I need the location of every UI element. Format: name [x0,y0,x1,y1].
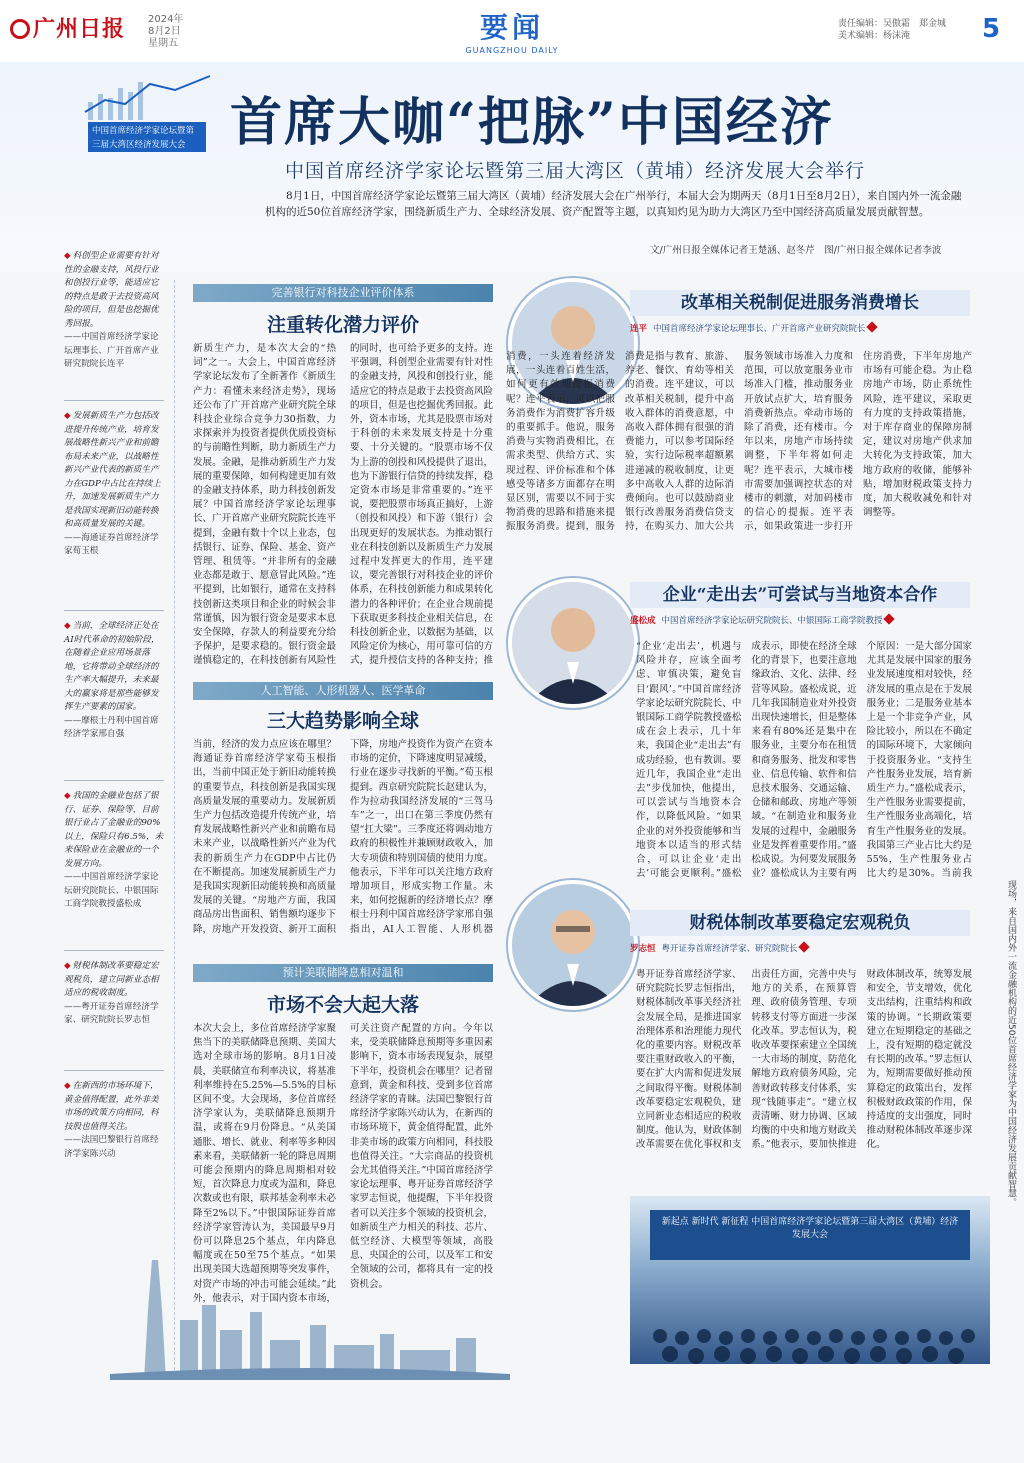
portrait-sheng-songcheng [508,578,638,708]
designer-line: 美术编辑：杨沫淹 [838,31,911,41]
quote-item: ◆ 财税体制改革要稳定宏观税负，建立同新业态相适应的税收制度。 ——粤开证券首席经济学家、研究院院长罗志恒 [64,960,166,1028]
person-icon [512,884,634,1006]
author-title: 中国首席经济学家论坛研究院院长、中银国际工商学院教授 [661,616,883,626]
quote-item: ◆ 当前，全球经济正处在AI时代革命的初始阶段，在随着企业应用场景落地，它将带动全球经济的生产率大幅提升，未来最大的赢家将是那些能够发挥生产要素的国家。 ——摩根士丹利中国首席经济学家邢自强 [64,620,166,742]
photo-caption: 现场，来自国内外一流金融机构的近50位首席经济学家为中国经济发展贡献智慧。 [1006,880,1016,1207]
quote-attribution: ——中国首席经济学家论坛研究院院长、中银国际工商学院教授盛松成 [64,872,159,909]
quote-attribution: ——粤开证券首席经济学家、研究院院长罗志恒 [64,1001,159,1025]
article2-banner: 人工智能、人形机器人、医学革命 [193,682,493,700]
author-name: 盛松成 [630,616,656,626]
author-title: 粤开证券首席经济学家、研究院院长 [661,944,798,954]
logo-text: 广州日报 [33,16,126,42]
date-year: 2024年 [148,14,184,25]
editors-credit [838,18,946,42]
city-skyline-illustration [110,1250,510,1380]
article4-title: 改革相关税制促进服务消费增长 [630,290,970,316]
quote-text: 发展新质生产力包括改进提升传统产业，培育发展战略性新兴产业和前瞻布局未来产业，以战略性新兴产业代表的新质生产力在GDP中占比在持续上升，加速发展新质生产力是我国实现新旧动能转换和高质量发展的关键。 [64,411,161,529]
section-subtitle: GUANGZHOU DAILY [465,46,559,55]
article5-title: 企业“走出去”可尝试与当地资本合作 [630,582,970,608]
quote-text: 我国的金融业包括了银行、证券、保险等，目前银行业占了金融业的90%以上，保险只有6.5%，未来保险业在金融业的一个发展方向。 [64,791,164,869]
sidebar-quotes [64,250,166,1370]
article1-banner: 完善银行对科技企业评价体系 [193,284,493,302]
quote-attribution: ——摩根士丹利中国首席经济学家邢自强 [64,715,159,739]
page-subheadline: 中国首席经济学家论坛暨第三届大湾区（黄埔）经济发展大会举行 [285,160,866,182]
lead-paragraph: 8月1日，中国首席经济学家论坛暨第三届大湾区（黄埔）经济发展大会在广州举行，本届大会为期两天（8月1日至8月2日），来自国内外一流金融机构的近50位首席经济学家，围绕新质生产力、全球经济发展、资产配置等主题，以真知灼见为助力大湾区乃至中国经济高质量发展贡献智慧。 [265,190,962,218]
issue-date [148,14,183,50]
quote-text: 科创型企业需要有针对性的金融支持，风投行业和创投行业等，能适应它的特点是敢于去投资高风险的项目，但是也挖掘优秀回报。 [64,251,159,329]
article1-title: 注重转化潜力评价 [266,314,419,336]
quote-item: ◆ 科创型企业需要有针对性的金融支持，风投行业和创投行业等，能适应它的特点是敢于去投资高风险的项目，但是也挖掘优秀回报。 ——中国首席经济学家论坛理事长、广开首席产业研究院院长连平 [64,250,166,372]
article3-title: 市场不会大起大落 [266,994,419,1016]
editors-line: 责任编辑：吴傲霜 郑金城 [838,19,947,29]
quote-item: ◆ 我国的金融业包括了银行、证券、保险等，目前银行业占了金融业的90%以上，保险只有6.5%，未来保险业在金融业的一个发展方向。 ——中国首席经济学家论坛研究院院长、中银国际工商学院教授盛松成 [64,790,166,912]
article6-author [630,942,970,956]
section-title: 要闻 [479,11,544,44]
article5-author [630,614,970,628]
page-number: 5 [982,14,1001,44]
quote-item: ◆ 发展新质生产力包括改进提升传统产业，培育发展战略性新兴产业和前瞻布局未来产业，以战略性新兴产业代表的新质生产力在GDP中占比在持续上升，加速发展新质生产力是我国实现新旧动能转换和高质量发展的关键。 ——海通证券首席经济学家荀玉根 [64,410,166,559]
quote-item: ◆ 在新西的市场环境下，黄金值得配置，此外非美市场的政策方向相同，科技股也值得关注。 ——法国巴黎银行首席经济学家陈兴动 [64,1080,166,1161]
quote-text: 当前，全球经济正处在AI时代革命的初始阶段，在随着企业应用场景落地，它将带动全球经济的生产率大幅提升，未来最大的赢家将是那些能够发挥生产要素的国家。 [64,621,160,712]
portrait-luo-zhiheng [508,880,638,1010]
article2-body: 当前，经济的发力点应该在哪里？海通证券首席经济学家荀玉根指出，当前中国正处于新旧动能转换的重要节点，科技创新是我国实现高质量发展的重要动力。发展新质生产力包括改造提升传统产业，培育发展战略性新兴产业和前瞻布局未来产业，以战略性新兴产业为代表的新质生产力在GDP中占比仍在不断提高。加速发展新质生产力是我国实现新旧动能转换和高质量发展的关键。“房地产方面，我国商品房出售面积、销售额均逐步下降，房地产开发投资、新开工面积下降，房地产投资作为资产在资本市场的定价，下降速度明显减缓，行业在逐步寻找新的平衡。”荀玉根提到。西京研究院院长赵建认为，作为拉动我国经济发展的“三驾马车”之一，出口在第三季度仍然有望“扛大梁”。三季度还将调动地方政府的积极性并兼顾财政收入，加大专项债和特别国债的使用力度。他表示，下半年可以关注地方政府增加项目，形成实物工作量。未来，如何挖掘新的经济增长点？摩根士丹利中国首席经济学家邢自强指出，AI人工智能、人形机器 [193,739,493,935]
divider [64,1070,164,1071]
author-name: 罗志恒 [630,944,656,954]
divider [64,780,164,781]
author-name: 连平 [630,324,648,334]
article5-body: “企业‘走出去’，机遇与风险并存，应该全面考虑、审慎决策，避免盲目‘跟风’。”中国首席经济学家论坛研究院院长、中银国际工商学院教授盛松成在会上表示，几十年来，我国企业“走出去”有成功经验，也有教训。要近几年，我国企业“走出去”步伐加快，他提出，可以尝试与当地资本合作，以降低风险。“如果企业的对外投资能够和当地资本以适当的形式结合，可以让企业‘走出去’可能会更顺利。”盛松成表示，即使在经济全球化的背景下，也要注意地缘政治、文化、法律、经营等风险。盛松成说，近几年我国制造业对外投资出现快速增长，但是整体来看有80%还是集中在服务业，主要分布在租赁和商务服务、批发和零售业、信息传输、软件和信息技术服务、交通运输、仓储和邮政、房地产等领域。“在制造业和服务业发展的过程中，金融服务业是发挥着重要作用。”盛松成说。为何要发展服务业？盛松成认为主要有两个原因：一是大部分国家尤其是发展中国家的服务业发展速度相对较快，经济发展的重点是在于发展服务业；二是服务业基本上是一个非竞争产业，风险比较小，所以在不确定的国际环境下，大家倾向于投资服务业。“支持生产性服务业发展，培育新质生产力。”盛松成表示，生产性服务业需要提前，生产性服务业高端化，培育生产性服务业的发展。我国第三产业占比大约是55%，生产性服务业占比大约是30%。当前我 [636,641,972,880]
byline-credit: 文/广州日报全媒体记者王楚涵、赵冬芹 图/广州日报全媒体记者李波 [650,245,942,256]
date-weekday: 星期五 [148,38,178,49]
quote-attribution: ——法国巴黎银行首席经济学家陈兴动 [64,1135,159,1159]
date-day: 8月2日 [148,26,181,37]
quote-attribution: ——中国首席经济学家论坛理事长、广开首席产业研究院院长连平 [64,332,159,369]
diamond-icon [867,321,878,332]
event-tag: 中国首席经济学家论坛暨第三届大湾区经济发展大会 [88,122,206,152]
divider [64,610,164,611]
article4-author [630,322,970,336]
article3-body: 本次大会上，多位首席经济学家聚焦当下的美联储降息预期、美国大选对全球市场的影响。8月1日凌晨，美联储宣布利率决议，将基准利率维持在5.25%—5.5%的目标区间不变。大会现场，多位首席经济学家认为，美联储降息预期升温，或将在9月份降息。“从美国通胀、增长、就业、利率等多种因素来看，美联储新一轮的降息周期可能会预期内的降息周期相对较短，首次降息力度或为温和，降息次数或也有限，联邦基金利率未必降至2%以下。”中银国际证券首席经济学家管涛认为，美国最早9月份可以降息25个基点，年内降息幅度或在50至75个基点。“如果出现美国大选超预期等突发事件，对资产市场的冲击可能会延续。”此外，他表示，对于国内资本市场，可关注资产配置的方向。今年以来，受美联储降息预期等多重因素影响下，资本市场表现复杂，展望下半年，投资机会在哪里？记者留意到，黄金和科技、受到多位首席经济学家的青睐。法国巴黎银行首席经济学家陈兴动认为，在新西的市场环境下，黄金值得配置，此外非美市场的政策方向相同，科技股也值得关注。“大宗商品的投资机会尤其值得关注。”中国首席经济学家论坛理事、粤开证券首席经济学家罗志恒说，他提醒，下半年投资者可以关注多个领域的投资机会，如新质生产力相关的科技、芯片、低空经济、大模型等领域，高股息、央国企的公司，以及军工和安全领域的公司，都将具有一定的投资机会。 [193,1023,493,1304]
column-divider [174,280,175,1380]
logo-ring-icon [10,19,30,39]
diamond-icon [799,941,810,952]
author-title: 中国首席经济学家论坛理事长、广开首席产业研究院院长 [653,324,866,334]
chart-decoration-icon [80,72,220,122]
conference-photo [630,1196,990,1364]
article6-title: 财税体制改革要稳定宏观税负 [630,910,970,936]
article4-body: 消费，一头连着经济发展，一头连着百姓生活，如何更有效地提振消费呢？连平表示，可以把服务消费作为消费扩容升级的重要抓手。他说，服务消费与实物消费相比，在需求类型、供给方式、实现过程、评价标准和个体感受等诸多方面都存在明显区别，需要以不同于实物消费的思路和措施来提振服务消费。提到，服务消费是指与教育、旅游、养老、餐饮、育幼等相关的消费。连平建议，可以改革相关税制，提升中高收入群体的消费意愿，中高收入群体拥有很强的消费能力，可以参考国际经验，实行边际税率超额累进递减的税收制度，让更多中高收入人群的边际消费倾向。也可以鼓励商业银行改善服务消费信贷支持，在购买力、加大公共服务领域市场准入力度和范围，可以放宽服务业市场准入门槛，推动服务业开放试点扩大，培育服务消费新热点。牵动市场的除了消费，还有楼市。今年以来，房地产市场持续调整，下半年将如何走呢？连平表示，大城市楼市需要加强调控状态的对楼市的刺激，对加码楼市的信心的提振。连平表示，如果政策进一步打开住房消费，下半年房地产市场有可能企稳。为止稳房地产市场，防止系统性风险，连平建议，采取更有力度的支持政策措施，对于库存商业的保障房制定，建议对房地产供求加大转化为支持政策，加大地方政府的收储，能够补贴，增加财税政策支持力度，加大税收减免和针对调整等。 [506,351,972,533]
masthead [0,0,1024,63]
article6-body: 粤开证券首席经济学家、研究院院长罗志恒指出，财税体制改革事关经济社会发展全局，是推进国家治理体系和治理能力现代化的重要内容。财税改革要注重财政收入的平衡，要在扩大内需和促进发展之间取得平衡。财税体制改革要稳定宏观税负，建立同新业态相适应的税收制度。他认为，财政体制改革需要在优化事权和支出责任方面，完善中央与地方的关系，在预算管理、政府债务管理、专项转移支付等方面进一步深化改革。罗志恒认为，税收改革要探索建立全国统一大市场的制度，防范化解地方政府债务风险，完善财政转移支付体系，实现“钱随事走”。“建立权责清晰、财力协调、区域均衡的中央和地方财政关系。”他表示，要加快推进财政体制改革，统筹发展和安全，节支增效，优化支出结构，注重结构和政策的协调。“长期政策要建立在短期稳定的基础之上，没有短期的稳定就没有长期的改革。”罗志恒认为，短期需要做好推动预算稳定的政策出台，发挥积极财政政策的作用，保持适度的支出强度，同时推动财税体制改革逐步深化。 [636,969,972,1151]
divider [64,950,164,951]
article3-banner: 预计美联储降息相对温和 [193,964,493,982]
article1-body: 新质生产力，是本次大会的“热词”之一。大会上，中国首席经济学家论坛发布了全新著作《新质生产力：看懂未来经济走势》，现场还公布了广开首席产业研究院全球科技企业综合竞争力30指数，力求探索并为投资者提供优质投资标的与前瞻性判断，助力新质生产力发展。金融，是推动新质生产力发展的重要保障，如何构建更加有效的金融支持体系，助力科技创新发展？中国首席经济学家论坛理事长、广开首席产业研究院院长连平提到，金融有数十个以上业态，包括银行、证券、保险、基金、资产管理、租赁等。“并非所有的金融业态都是敢于、愿意冒此风险。”连平提到，比如银行，通常在支持科技创新这类项目和企业的时候会非常谨慎，因为银行资金是要求本息安全保障，存款人的利益要充分给予保护，是要求稳的。银行资金最谨慎稳定的，在科技创新有风险性的同时，也可给予更多的支持。连平强调，科创型企业需要有针对性的金融支持，风投和创投行业，能适应它的特点是敢于去投资高风险的项目，但是也挖掘优秀回报。此外，资本市场，尤其是股票市场对于科创的未来发展支持是十分重要、十分关键的。“股票市场不仅为上游的创投和风投提供了退出，也为下游银行信贷的持续发挥，稳定资本市场是非常重要的。”连平说，要把股票市场真正搞好，上游（创投和风投）和下游（银行）会出现更好的发展状态。为推动银行业在科技创新以及新质生产力发展过程中发挥更大的作用，连平建议，要完善银行对科技企业的评价体系，在科技创新能力和成果转化潜力的各种评价；在企业合规前提下获取更多科技企业相关信息，在科技创新企业，以数据为基础，以风险定价为核心，用可靠可信的方式，提升授信支持的各种支持；推 [193,343,493,667]
quote-text: 在新西的市场环境下，黄金值得配置，此外非美市场的政策方向相同，科技股也值得关注。 [64,1081,159,1132]
stage-screen-text: 新起点 新时代 新征程 中国首席经济学家论坛暨第三届大湾区（黄埔）经济发展大会 [661,1217,959,1240]
divider [64,400,164,401]
person-icon [512,582,634,704]
quote-attribution: ——海通证券首席经济学家荀玉根 [64,532,159,556]
page-headline: 首席大咖“把脉”中国经济 [230,92,834,153]
diamond-icon [884,613,895,624]
newspaper-logo [10,12,125,43]
quote-text: 财税体制改革要稳定宏观税负，建立同新业态相适应的税收制度。 [64,961,159,998]
article2-title: 三大趋势影响全球 [266,710,419,732]
